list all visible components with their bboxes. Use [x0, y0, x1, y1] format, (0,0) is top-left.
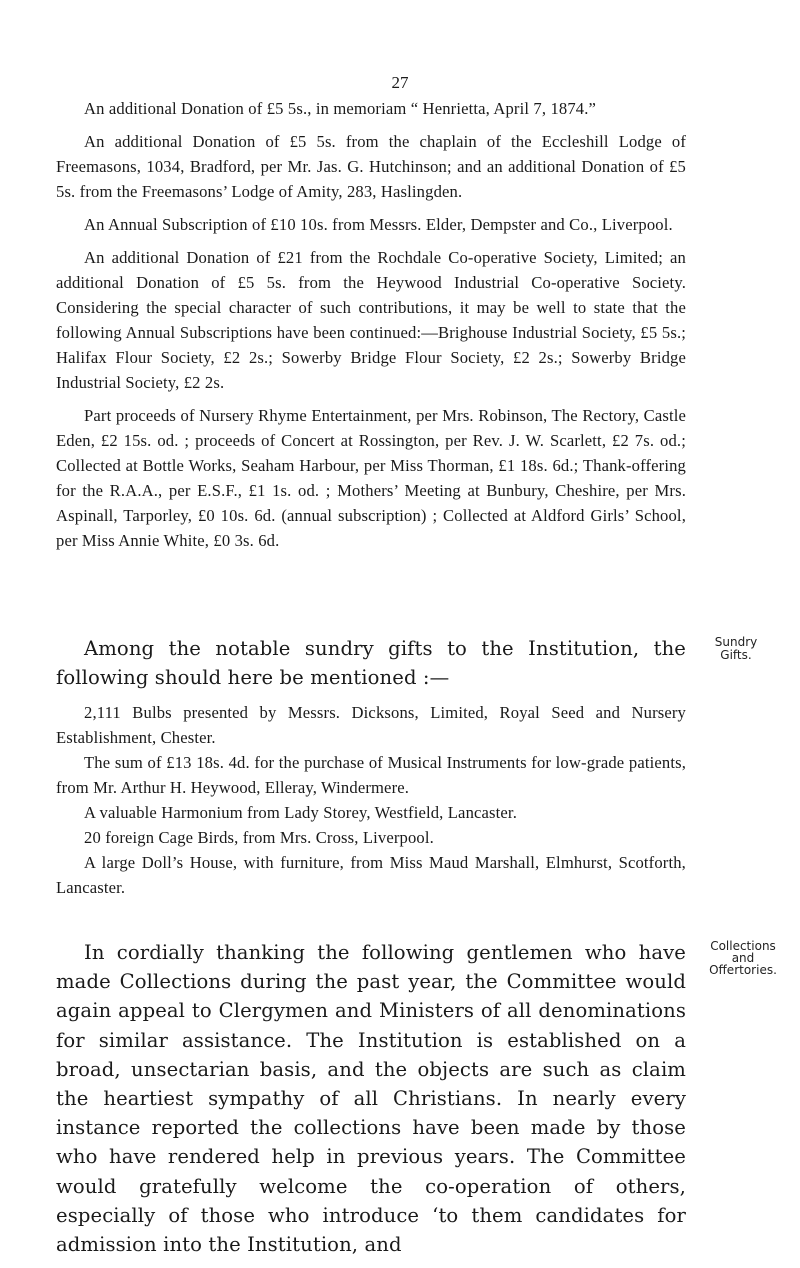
margin-note-collections [698, 940, 788, 976]
sundry-item: A large Doll’s House, with furniture, from Miss Maud Marshall, Elmhurst, Scotforth, Lancaster. [56, 853, 686, 898]
sundry-item: 2,111 Bulbs presented by Messrs. Dicksons, Limited, Royal Seed and Nursery Establishment, Chester. [56, 703, 686, 748]
margin-note-line: and [731, 951, 755, 965]
margin-note-line: Gifts. [720, 648, 752, 662]
margin-note-line: Collections [710, 939, 776, 953]
donations-section [56, 96, 686, 553]
sundry-item: A valuable Harmonium from Lady Storey, Westfield, Lancaster. [84, 803, 517, 823]
sundry-item: The sum of £13 18s. 4d. for the purchase of Musical Instruments for low-grade patients, from Mr. Arthur H. Heywood, Elleray, Windermere. [56, 753, 686, 798]
donation-paragraph-5: Part proceeds of Nursery Rhyme Entertainment, per Mrs. Robinson, The Rectory, Castle Eden, £2 15s. od. ; proceeds of Concert at Rossington, per Rev. J. W. Scarlett, £2 7s. od.; Collected at Bottle Works, Seaham Harbour, per Miss Thorman, £1 18s. 6d.; Thank-offering for the R.A.A., per E.S.F., £1 1s. od. ; Mothers’ Meeting at Bunbury, Cheshire, per Mrs. Aspinall, Tarporley, £0 10s. 6d. (annual subscription) ; Collected at Aldford Girls’ School, per Miss Annie White, £0 3s. 6d. [56, 406, 686, 550]
sundry-gifts-section [56, 634, 686, 900]
collections-section [56, 938, 686, 1259]
donation-paragraph-1: An additional Donation of £5 5s., in memoriam “ Henrietta, April 7, 1874.” [84, 99, 597, 118]
collections-paragraph: In cordially thanking the following gentlemen who have made Collections during the past year, the Committee would again appeal to Clergymen and Ministers of all denominations for similar assistance. The Institution is established on a broad, unsectarian basis, and the objects are such as claim the heartiest sympathy of all Christians. In nearly every instance reported the collections have been made by those who have rendered help in previous years. The Committee would gratefully welcome the co-operation of others, especially of those who introduce ‘to them candidates for admission into the Institution, and [56, 941, 686, 1257]
sundry-item: 20 foreign Cage Birds, from Mrs. Cross, Liverpool. [84, 828, 434, 848]
page-number: 27 [391, 73, 409, 92]
margin-note-line: Offertories. [709, 963, 777, 977]
donation-paragraph-3: An Annual Subscription of £10 10s. from Messrs. Elder, Dempster and Co., Liverpool. [84, 215, 673, 234]
donation-paragraph-4: An additional Donation of £21 from the Rochdale Co-operative Society, Limited; an additional Donation of £5 5s. from the Heywood Industrial Co-operative Society. Considering the special character of such contributions, it may be well to state that the following Annual Subscriptions have been continued:—Brighouse Industrial Society, £5 5s.; Halifax Flour Society, £2 2s.; Sowerby Bridge Flour Society, £2 2s.; Sowerby Bridge Industrial Society, £2 2s. [56, 248, 686, 392]
donation-paragraph-2: An additional Donation of £5 5s. from the chaplain of the Eccleshill Lodge of Freemasons, 1034, Bradford, per Mr. Jas. G. Hutchinson; and an additional Donation of £5 5s. from the Freemasons’ Lodge of Amity, 283, Haslingden. [56, 132, 686, 201]
margin-note-sundry-gifts [700, 636, 772, 662]
margin-note-line: Sundry [714, 635, 758, 649]
sundry-heading: Among the notable sundry gifts to the Institution, the following should here be mentioned :— [56, 637, 686, 690]
